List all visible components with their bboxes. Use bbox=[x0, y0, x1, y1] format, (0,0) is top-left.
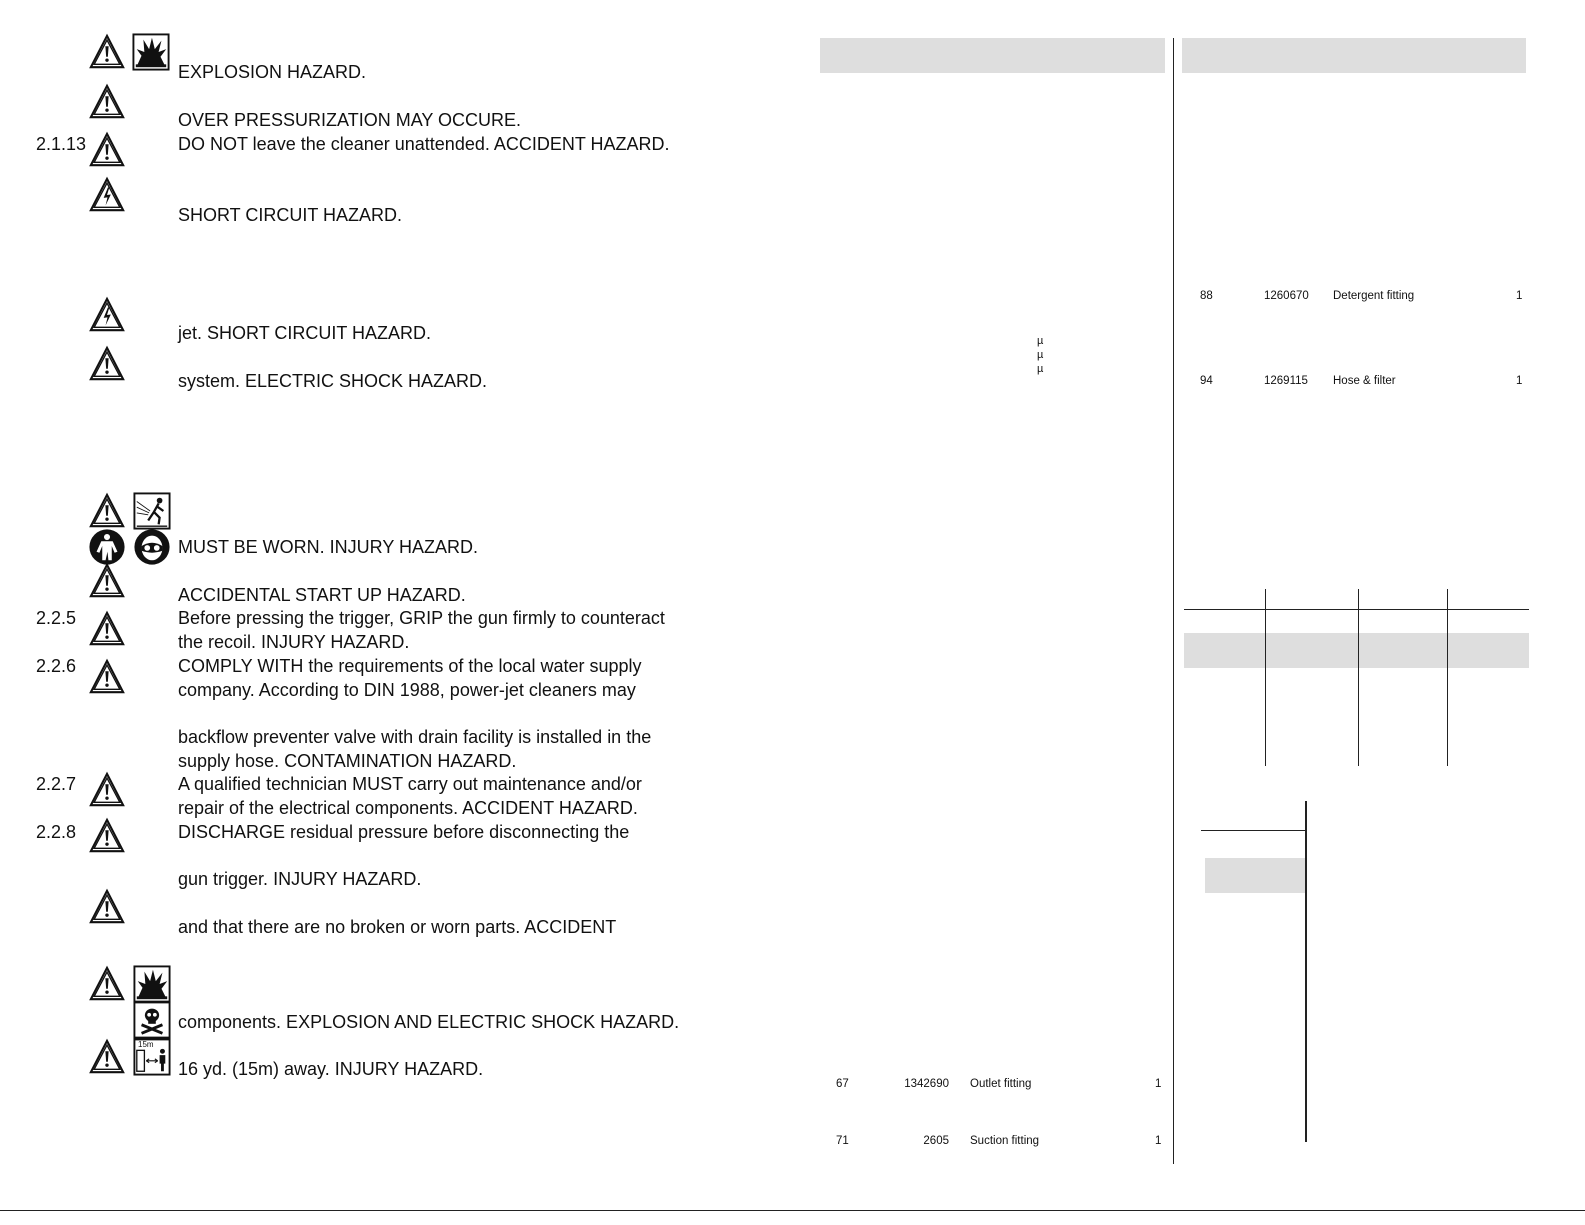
distance-15m-icon bbox=[133, 1038, 171, 1076]
part-quantity: 1 bbox=[1516, 375, 1523, 387]
page-bottom-rule bbox=[0, 1210, 1585, 1211]
safety-text-line: gun trigger. INJURY HAZARD. bbox=[178, 869, 422, 889]
warning-icon bbox=[88, 492, 126, 530]
electric-hazard-icon bbox=[88, 176, 126, 214]
part-number: 1269115 bbox=[1264, 375, 1308, 387]
safety-text-line: ACCIDENTAL START UP HAZARD. bbox=[178, 585, 466, 605]
safety-text-line: SHORT CIRCUIT HAZARD. bbox=[178, 205, 403, 225]
right-header-bar bbox=[1182, 38, 1526, 73]
explosion-icon bbox=[132, 33, 170, 71]
warning-icon bbox=[88, 965, 126, 1003]
safety-text-line: components. EXPLOSION AND ELECTRIC SHOCK HAZARD. bbox=[178, 1012, 680, 1032]
part-item-number: 67 bbox=[836, 1078, 849, 1090]
safety-text-line: 16 yd. (15m) away. INJURY HAZARD. bbox=[178, 1059, 484, 1079]
part-quantity: 1 bbox=[1516, 290, 1523, 302]
safety-text-line: backflow preventer valve with drain facility is installed in the bbox=[178, 727, 652, 747]
part-item-number: 71 bbox=[836, 1135, 849, 1147]
part-number: 1342690 bbox=[904, 1078, 949, 1090]
part-description: Detergent fitting bbox=[1333, 290, 1415, 302]
warning-icon bbox=[88, 817, 126, 855]
part-quantity: 1 bbox=[1155, 1078, 1162, 1090]
warning-icon bbox=[88, 345, 126, 383]
safety-text-line: jet. SHORT CIRCUIT HAZARD. bbox=[178, 323, 432, 343]
spray-hazard-icon bbox=[133, 492, 171, 530]
part-number: 1260670 bbox=[1264, 290, 1309, 302]
safety-text-line: MUST BE WORN. INJURY HAZARD. bbox=[178, 537, 479, 557]
safety-text-line: OVER PRESSURIZATION MAY OCCURE. bbox=[178, 110, 522, 130]
safety-text-line: COMPLY WITH the requirements of the local water supply bbox=[178, 656, 642, 676]
table-column-rule bbox=[1447, 589, 1448, 766]
table-column-rule bbox=[1265, 589, 1266, 766]
micro-mark: µ bbox=[1037, 349, 1044, 361]
warning-icon bbox=[88, 610, 126, 648]
distance-icon-label: 15m bbox=[138, 1040, 154, 1049]
warning-icon bbox=[88, 83, 126, 121]
table-header-band bbox=[1205, 858, 1306, 893]
explosion-icon bbox=[133, 965, 171, 1003]
electric-hazard-icon bbox=[88, 296, 126, 334]
safety-text-line: supply hose. CONTAMINATION HAZARD. bbox=[178, 751, 517, 771]
table-rule bbox=[1184, 609, 1529, 610]
safety-text-line: EXPLOSION HAZARD. bbox=[178, 62, 367, 82]
part-description: Hose & filter bbox=[1333, 375, 1396, 387]
part-number: 2605 bbox=[923, 1135, 949, 1147]
goggles-icon bbox=[133, 528, 171, 566]
safety-text-line: repair of the electrical components. ACCIDENT HAZARD. bbox=[178, 798, 638, 818]
table-rule bbox=[1201, 830, 1307, 831]
part-description: Outlet fitting bbox=[970, 1078, 1032, 1090]
safety-text-line: A qualified technician MUST carry out maintenance and/or bbox=[178, 774, 642, 794]
toxic-skull-icon bbox=[133, 1001, 171, 1039]
section-number-2-2-5: 2.2.5 bbox=[36, 608, 77, 628]
safety-text-line: the recoil. INJURY HAZARD. bbox=[178, 632, 410, 652]
micro-mark: µ bbox=[1037, 363, 1044, 375]
section-number-2-2-8: 2.2.8 bbox=[36, 822, 77, 842]
section-number-2-1-13: 2.1.13 bbox=[36, 134, 87, 154]
section-number-2-2-6: 2.2.6 bbox=[36, 656, 77, 676]
warning-icon bbox=[88, 131, 126, 169]
warning-icon bbox=[88, 888, 126, 926]
safety-text-line: system. ELECTRIC SHOCK HAZARD. bbox=[178, 371, 488, 391]
warning-icon bbox=[88, 658, 126, 696]
safety-text-line: and that there are no broken or worn parts. ACCIDENT bbox=[178, 917, 617, 937]
part-item-number: 88 bbox=[1200, 290, 1213, 302]
safety-text-line: Before pressing the trigger, GRIP the gun firmly to counteract bbox=[178, 608, 665, 628]
table-header-band bbox=[1184, 633, 1529, 668]
warning-icon bbox=[88, 33, 126, 71]
warning-icon bbox=[88, 1038, 126, 1076]
table-column-rule bbox=[1358, 589, 1359, 766]
part-description: Suction fitting bbox=[970, 1135, 1040, 1147]
warning-icon bbox=[88, 562, 126, 600]
column-divider bbox=[1173, 38, 1174, 1164]
table-column-rule bbox=[1305, 801, 1307, 1142]
part-quantity: 1 bbox=[1155, 1135, 1162, 1147]
warning-icon bbox=[88, 771, 126, 809]
safety-text-line: DO NOT leave the cleaner unattended. ACCIDENT HAZARD. bbox=[178, 134, 670, 154]
middle-header-bar bbox=[820, 38, 1165, 73]
safety-text-line: company. According to DIN 1988, power-jet cleaners may bbox=[178, 680, 636, 700]
safety-text-line: DISCHARGE residual pressure before disconnecting the bbox=[178, 822, 630, 842]
micro-mark: µ bbox=[1037, 335, 1044, 347]
section-number-2-2-7: 2.2.7 bbox=[36, 774, 77, 794]
protective-suit-icon bbox=[88, 528, 126, 566]
part-item-number: 94 bbox=[1200, 375, 1213, 387]
